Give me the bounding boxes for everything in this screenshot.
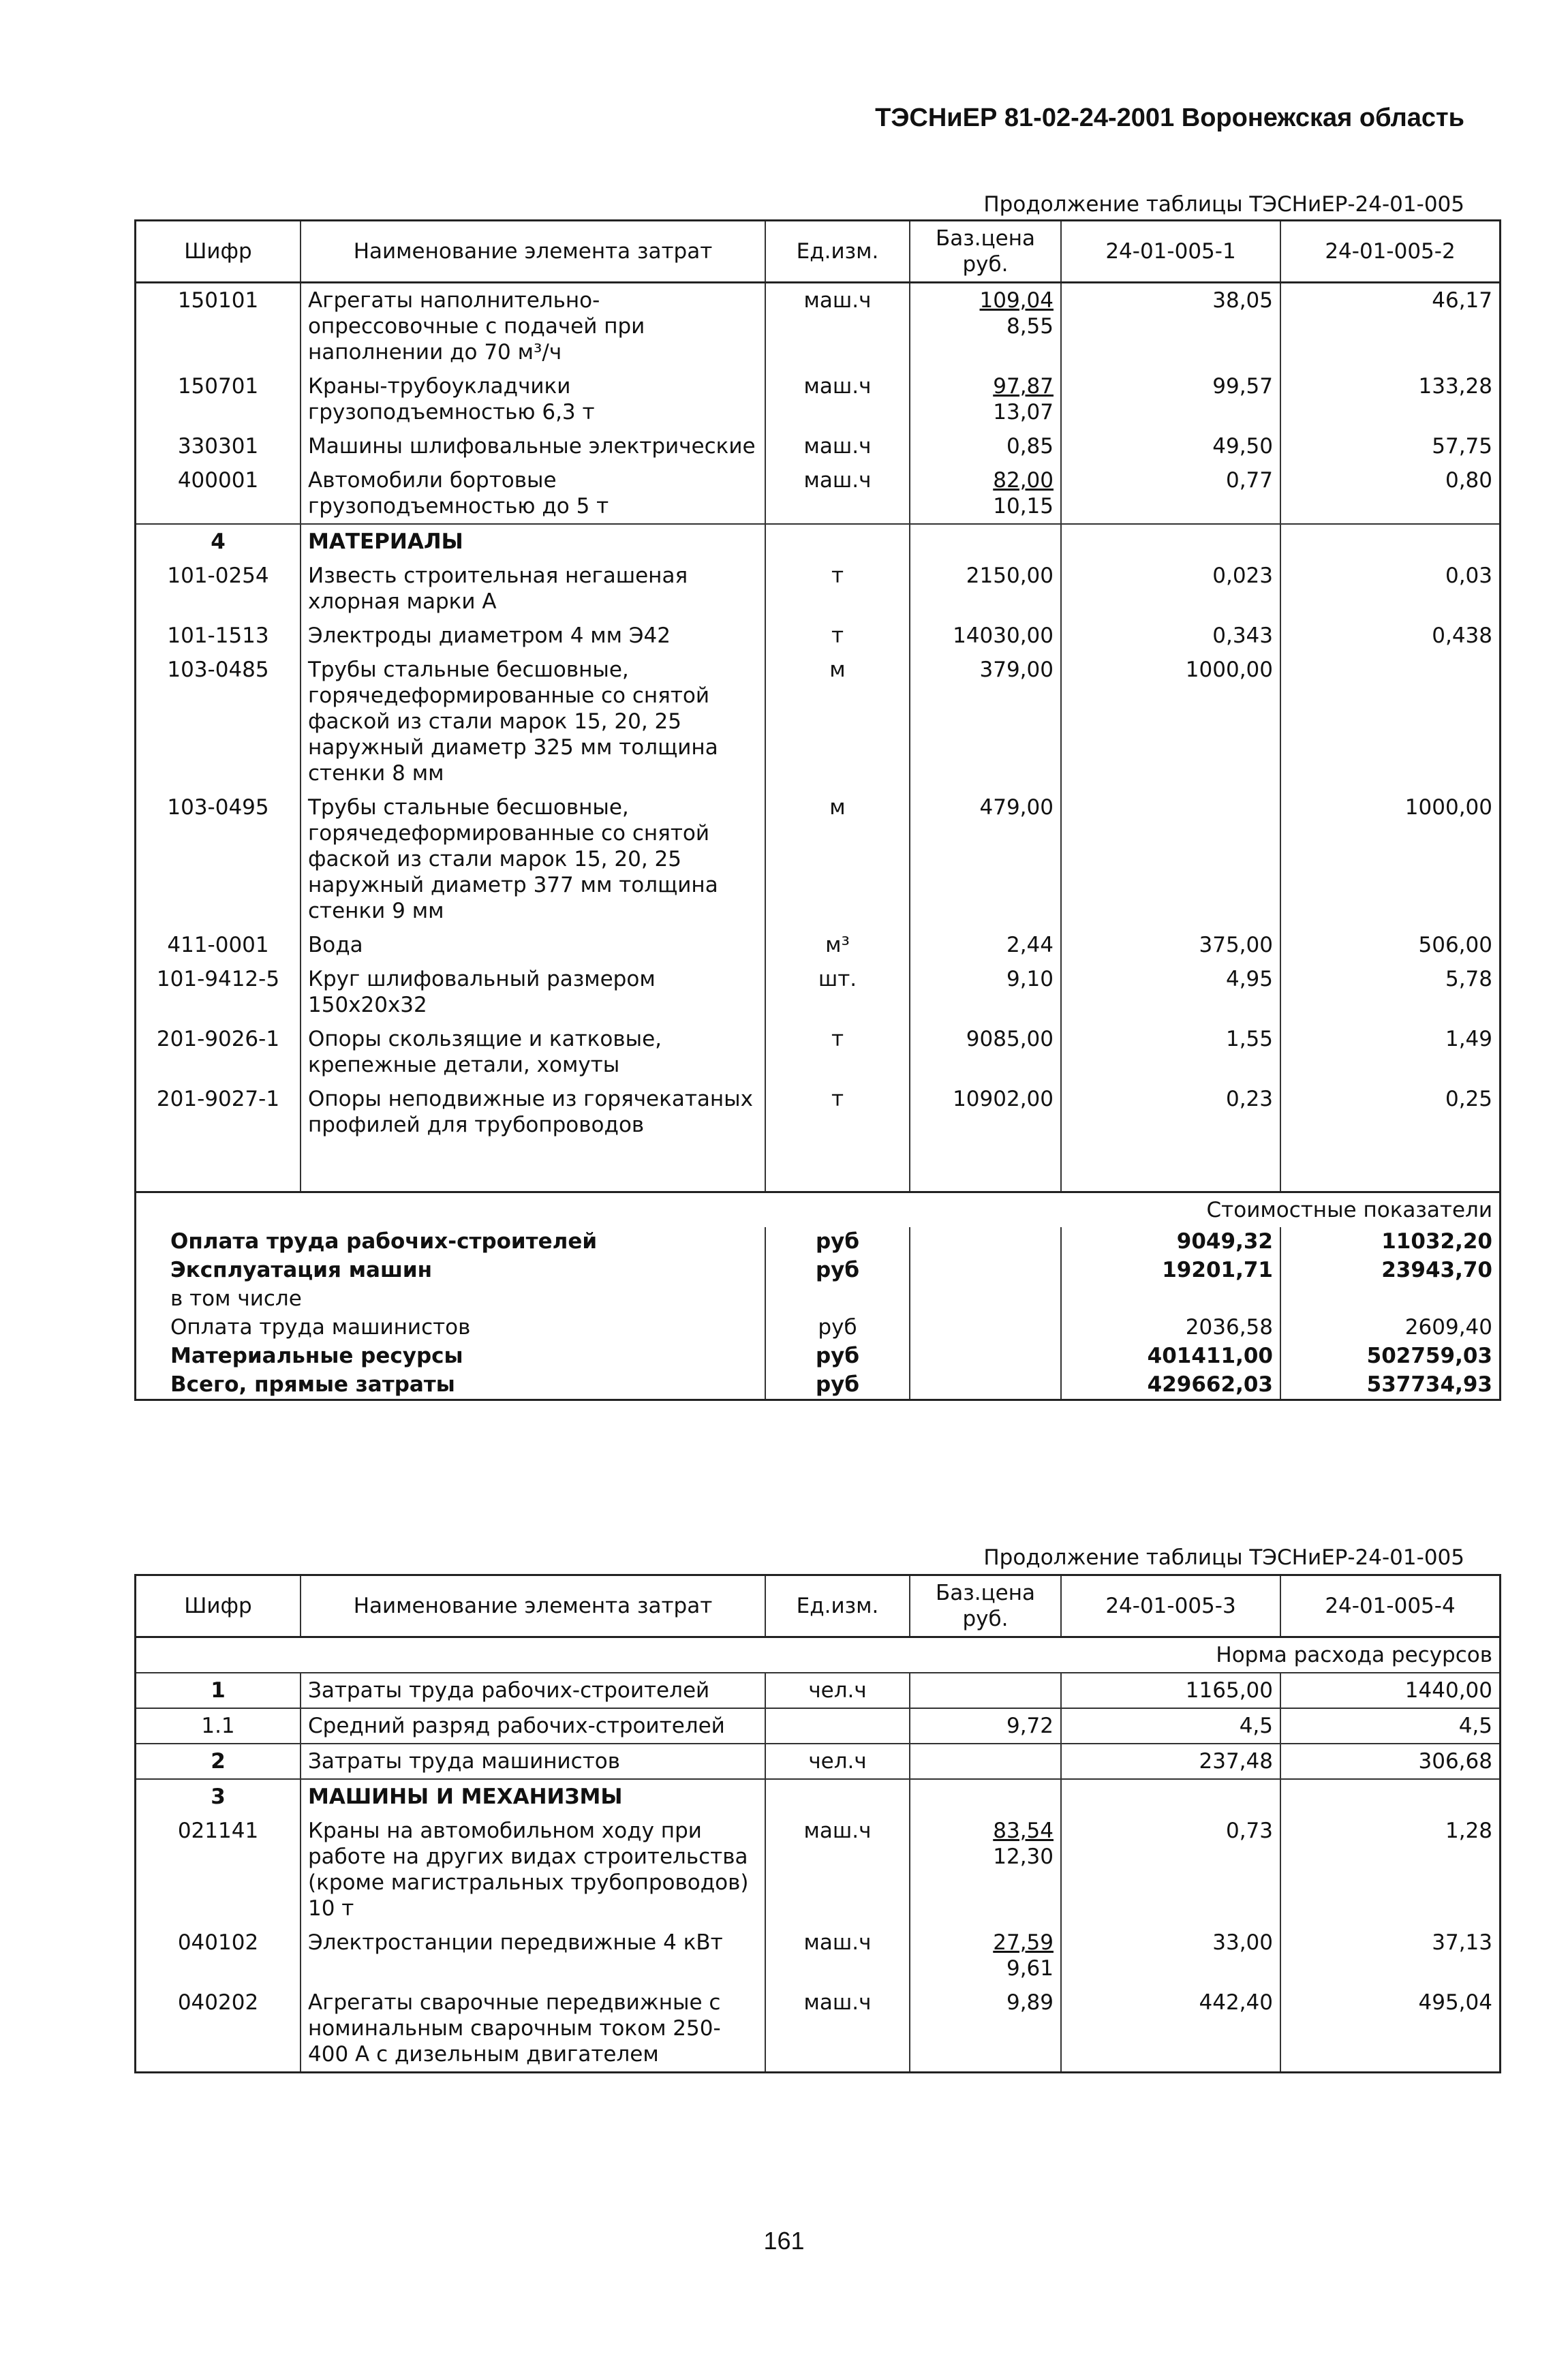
row-code: 101-9412-5 <box>156 967 280 991</box>
base-price: 27,59 <box>993 1930 1054 1955</box>
base-price: 82,00 <box>993 468 1054 493</box>
table-continuation-caption: Продолжение таблицы ТЭСНиЕР-24-01-005 <box>983 192 1464 217</box>
price-cell <box>910 1986 1061 2073</box>
cost-indicators-header <box>136 1192 1501 1228</box>
row-code: 150701 <box>177 374 259 399</box>
header-code: Шифр <box>136 1575 301 1637</box>
cost-unit: руб <box>765 1227 910 1256</box>
header-unit: Ед.изм. <box>765 221 910 283</box>
row-code: 2 <box>136 1744 301 1779</box>
price-cell <box>910 1082 1061 1142</box>
row-name: Вода <box>301 928 765 962</box>
cost-row <box>136 1256 1501 1284</box>
row-name: Агрегаты наполнительно-опрессовочные с подачей при наполнении до 70 м³/ч <box>301 283 765 370</box>
row-code: 021141 <box>177 1819 259 1843</box>
price-cell <box>910 429 1061 463</box>
cost-row <box>136 1227 1501 1256</box>
empty-cell <box>1280 524 1501 559</box>
table-header-row <box>136 1575 1501 1637</box>
section-code: 3 <box>136 1779 301 1814</box>
cost-value-2: 2609,40 <box>1280 1313 1501 1342</box>
row-unit: т <box>765 1082 910 1142</box>
empty-cell <box>1061 1142 1280 1192</box>
row-unit: маш.ч <box>765 369 910 429</box>
base-price: 10902,00 <box>953 1087 1054 1111</box>
cost-value-2 <box>1280 1284 1501 1313</box>
price-cell <box>910 1926 1061 1986</box>
row-value-1: 1,55 <box>1061 1022 1280 1082</box>
table-row <box>136 653 1501 790</box>
base-price: 14030,00 <box>953 623 1054 648</box>
table-row <box>136 962 1501 1022</box>
price-cell <box>910 1814 1061 1926</box>
row-value-1: 4,5 <box>1061 1708 1280 1744</box>
table-row <box>136 928 1501 962</box>
table-row <box>136 619 1501 653</box>
base-price: 83,54 <box>993 1819 1054 1843</box>
row-code: 411-0001 <box>167 933 269 957</box>
empty-cell <box>910 524 1061 559</box>
price-cell <box>910 1673 1061 1708</box>
base-price: 9,10 <box>1006 967 1054 991</box>
base-price: 9,72 <box>1006 1714 1054 1738</box>
table-row <box>136 1708 1501 1744</box>
row-name: Известь строительная негашеная хлорная марки А <box>301 559 765 619</box>
table-header-row <box>136 221 1501 283</box>
section-row <box>136 1779 1501 1814</box>
price-cell <box>910 653 1061 790</box>
empty-cell <box>910 1142 1061 1192</box>
base-price: 2,44 <box>1006 933 1054 957</box>
operator-wage-price: 12,30 <box>993 1844 1054 1869</box>
empty-cell <box>1061 1779 1280 1814</box>
empty-cell <box>910 1342 1061 1370</box>
empty-cell <box>1280 1142 1501 1192</box>
row-value-2: 133,28 <box>1280 369 1501 429</box>
row-value-1: 0,343 <box>1061 619 1280 653</box>
price-cell <box>910 1744 1061 1779</box>
row-name: Краны на автомобильном ходу при работе на других видах строительства (кроме магистральных трубопроводов) 10 т <box>301 1814 765 1926</box>
row-value-2: 506,00 <box>1280 928 1501 962</box>
cost-unit: руб <box>765 1342 910 1370</box>
row-value-1: 1000,00 <box>1061 653 1280 790</box>
row-value-2: 37,13 <box>1280 1926 1501 1986</box>
price-cell <box>910 928 1061 962</box>
header-price: Баз.цена руб. <box>910 221 1061 283</box>
row-code: 201-9026-1 <box>156 1027 280 1051</box>
row-name: Опоры скользящие и катковые, крепежные детали, хомуты <box>301 1022 765 1082</box>
row-value-2: 1440,00 <box>1280 1673 1501 1708</box>
cost-unit: руб <box>765 1313 910 1342</box>
cost-label: Оплата труда рабочих-строителей <box>170 1229 598 1254</box>
row-name: Круг шлифовальный размером 150x20x32 <box>301 962 765 1022</box>
row-value-2: 1,28 <box>1280 1814 1501 1926</box>
row-value-2: 4,5 <box>1280 1708 1501 1744</box>
row-value-2: 1,49 <box>1280 1022 1501 1082</box>
cost-value-1: 19201,71 <box>1061 1256 1280 1284</box>
row-unit: т <box>765 1022 910 1082</box>
norm-title: Норма расхода ресурсов <box>136 1637 1501 1673</box>
header-col4: 24-01-005-4 <box>1280 1575 1501 1637</box>
header-col1: 24-01-005-1 <box>1061 221 1280 283</box>
section-row <box>136 524 1501 559</box>
base-price: 97,87 <box>993 374 1054 399</box>
empty-cell <box>1280 1779 1501 1814</box>
table-row <box>136 1744 1501 1779</box>
row-code: 103-0485 <box>167 658 269 682</box>
row-code: 400001 <box>177 468 259 493</box>
row-value-2: 0,438 <box>1280 619 1501 653</box>
row-code: 101-0254 <box>167 563 269 588</box>
row-value-1: 33,00 <box>1061 1926 1280 1986</box>
price-cell <box>910 790 1061 928</box>
row-unit: м <box>765 653 910 790</box>
row-name: Электростанции передвижные 4 кВт <box>301 1926 765 1986</box>
row-name: Агрегаты сварочные передвижные с номинальным сварочным током 250-400 А с дизельным двигателем <box>301 1986 765 2073</box>
row-unit: маш.ч <box>765 283 910 370</box>
base-price: 2150,00 <box>966 563 1054 588</box>
table-row <box>136 1926 1501 1986</box>
row-value-1: 237,48 <box>1061 1744 1280 1779</box>
base-price: 479,00 <box>979 795 1054 820</box>
table-row <box>136 369 1501 429</box>
row-value-1: 38,05 <box>1061 283 1280 370</box>
row-value-1 <box>1061 790 1280 928</box>
row-unit <box>765 1708 910 1744</box>
row-value-1: 375,00 <box>1061 928 1280 962</box>
price-cell <box>910 619 1061 653</box>
row-value-1: 49,50 <box>1061 429 1280 463</box>
price-cell <box>910 463 1061 524</box>
row-code: 103-0495 <box>167 795 269 820</box>
document-header: ТЭСНиЕР 81-02-24-2001 Воронежская область <box>875 104 1464 132</box>
cost-label: Всего, прямые затраты <box>170 1372 455 1397</box>
empty-cell <box>910 1370 1061 1400</box>
row-name: Автомобили бортовые грузоподъемностью до 5 т <box>301 463 765 524</box>
empty-cell <box>301 1142 765 1192</box>
header-col2: 24-01-005-2 <box>1280 221 1501 283</box>
cost-value-1: 2036,58 <box>1061 1313 1280 1342</box>
row-unit: маш.ч <box>765 1926 910 1986</box>
row-value-1: 0,23 <box>1061 1082 1280 1142</box>
empty-cell <box>765 1142 910 1192</box>
cost-value-2: 537734,93 <box>1280 1370 1501 1400</box>
row-value-2: 57,75 <box>1280 429 1501 463</box>
base-price: 379,00 <box>979 658 1054 682</box>
row-value-2: 1000,00 <box>1280 790 1501 928</box>
header-name: Наименование элемента затрат <box>301 1575 765 1637</box>
row-unit: маш.ч <box>765 429 910 463</box>
table-row <box>136 463 1501 524</box>
row-value-2: 0,80 <box>1280 463 1501 524</box>
row-unit: т <box>765 559 910 619</box>
row-value-2: 46,17 <box>1280 283 1501 370</box>
empty-cell <box>910 1284 1061 1313</box>
row-unit: т <box>765 619 910 653</box>
header-unit: Ед.изм. <box>765 1575 910 1637</box>
row-unit: шт. <box>765 962 910 1022</box>
empty-cell <box>1061 524 1280 559</box>
row-value-1: 4,95 <box>1061 962 1280 1022</box>
row-code: 101-1513 <box>167 623 269 648</box>
empty-cell <box>910 1313 1061 1342</box>
cost-row <box>136 1313 1501 1342</box>
row-value-2: 495,04 <box>1280 1986 1501 2073</box>
empty-cell <box>765 524 910 559</box>
table-row <box>136 1814 1501 1926</box>
row-code: 1 <box>211 1678 226 1703</box>
price-cell <box>910 1708 1061 1744</box>
row-name: Средний разряд рабочих-строителей <box>301 1708 765 1744</box>
row-value-1: 99,57 <box>1061 369 1280 429</box>
row-value-1: 0,73 <box>1061 1814 1280 1926</box>
row-unit: маш.ч <box>765 1986 910 2073</box>
row-value-1: 0,023 <box>1061 559 1280 619</box>
row-value-1: 442,40 <box>1061 1986 1280 2073</box>
cost-label: Материальные ресурсы <box>170 1344 463 1368</box>
empty-cell <box>910 1227 1061 1256</box>
empty-cell <box>136 1142 301 1192</box>
cost-value-1: 9049,32 <box>1061 1227 1280 1256</box>
row-name: Затраты труда машинистов <box>301 1744 765 1779</box>
cost-unit: руб <box>765 1256 910 1284</box>
row-name: Машины шлифовальные электрические <box>301 429 765 463</box>
row-name: Затраты труда рабочих-строителей <box>301 1673 765 1708</box>
table-row <box>136 283 1501 370</box>
operator-wage-price: 9,61 <box>1006 1956 1054 1981</box>
cost-value-2: 502759,03 <box>1280 1342 1501 1370</box>
cost-row <box>136 1370 1501 1400</box>
cost-label: в том числе <box>170 1286 302 1311</box>
cost-value-2: 23943,70 <box>1280 1256 1501 1284</box>
base-price: 9,89 <box>1006 1990 1054 2015</box>
table-row <box>136 1022 1501 1082</box>
row-unit: маш.ч <box>765 463 910 524</box>
table-row <box>136 559 1501 619</box>
row-value-2: 306,68 <box>1280 1744 1501 1779</box>
table-continuation-caption-2: Продолжение таблицы ТЭСНиЕР-24-01-005 <box>983 1545 1464 1570</box>
table-row <box>136 429 1501 463</box>
operator-wage-price: 10,15 <box>993 494 1054 519</box>
page-number: 161 <box>763 2227 805 2255</box>
row-code: 150101 <box>177 288 259 313</box>
cost-label: Оплата труда машинистов <box>170 1315 471 1340</box>
cost-label: Эксплуатация машин <box>170 1258 433 1282</box>
empty-cell <box>910 1779 1061 1814</box>
row-name: Опоры неподвижные из горячекатаных профилей для трубопроводов <box>301 1082 765 1142</box>
empty-cell <box>765 1779 910 1814</box>
header-name: Наименование элемента затрат <box>301 221 765 283</box>
operator-wage-price: 13,07 <box>993 400 1054 424</box>
operator-wage-price: 8,55 <box>1006 314 1054 339</box>
table-row <box>136 1082 1501 1142</box>
base-price: 0,85 <box>1006 434 1054 459</box>
cost-unit <box>765 1284 910 1313</box>
resource-table-2 <box>134 1574 1501 2073</box>
table-row <box>136 1986 1501 2073</box>
price-cell <box>910 369 1061 429</box>
row-name: Краны-трубоукладчики грузоподъемностью 6,3 т <box>301 369 765 429</box>
cost-value-2: 11032,20 <box>1280 1227 1501 1256</box>
row-value-2: 0,03 <box>1280 559 1501 619</box>
cost-row <box>136 1284 1501 1313</box>
row-name: Трубы стальные бесшовные, горячедеформированные со снятой фаской из стали марок 15, 20, 25 наружный диаметр 377 мм толщина стенки 9 мм <box>301 790 765 928</box>
row-unit: маш.ч <box>765 1814 910 1926</box>
table-row <box>136 1673 1501 1708</box>
section-title: МАТЕРИАЛЫ <box>301 524 765 559</box>
row-unit: чел.ч <box>765 1673 910 1708</box>
cost-indicators-title: Стоимостные показатели <box>136 1192 1501 1228</box>
norm-header <box>136 1637 1501 1673</box>
cost-value-1: 429662,03 <box>1061 1370 1280 1400</box>
section-title: МАШИНЫ И МЕХАНИЗМЫ <box>301 1779 765 1814</box>
price-cell <box>910 559 1061 619</box>
section-code: 4 <box>136 524 301 559</box>
row-value-2: 5,78 <box>1280 962 1501 1022</box>
row-value-1: 0,77 <box>1061 463 1280 524</box>
price-cell <box>910 1022 1061 1082</box>
row-unit: чел.ч <box>765 1744 910 1779</box>
price-cell <box>910 283 1061 370</box>
cost-value-1: 401411,00 <box>1061 1342 1280 1370</box>
row-value-2: 0,25 <box>1280 1082 1501 1142</box>
row-unit: м <box>765 790 910 928</box>
empty-cell <box>910 1256 1061 1284</box>
base-price: 9085,00 <box>966 1027 1054 1051</box>
cost-value-1 <box>1061 1284 1280 1313</box>
resource-table-1 <box>134 219 1501 1401</box>
row-code: 1.1 <box>136 1708 301 1744</box>
row-unit: м³ <box>765 928 910 962</box>
row-value-2 <box>1280 653 1501 790</box>
header-col3: 24-01-005-3 <box>1061 1575 1280 1637</box>
spacer-row <box>136 1142 1501 1192</box>
row-value-1: 1165,00 <box>1061 1673 1280 1708</box>
row-code: 040102 <box>177 1930 259 1955</box>
header-price: Баз.цена руб. <box>910 1575 1061 1637</box>
price-cell <box>910 962 1061 1022</box>
row-code: 201-9027-1 <box>156 1087 280 1111</box>
row-name: Трубы стальные бесшовные, горячедеформированные со снятой фаской из стали марок 15, 20, 25 наружный диаметр 325 мм толщина стенки 8 мм <box>301 653 765 790</box>
cost-row <box>136 1342 1501 1370</box>
table-row <box>136 790 1501 928</box>
row-code: 330301 <box>177 434 259 459</box>
row-code: 040202 <box>177 1990 259 2015</box>
base-price: 109,04 <box>979 288 1054 313</box>
cost-unit: руб <box>765 1370 910 1400</box>
header-code: Шифр <box>136 221 301 283</box>
row-name: Электроды диаметром 4 мм Э42 <box>301 619 765 653</box>
